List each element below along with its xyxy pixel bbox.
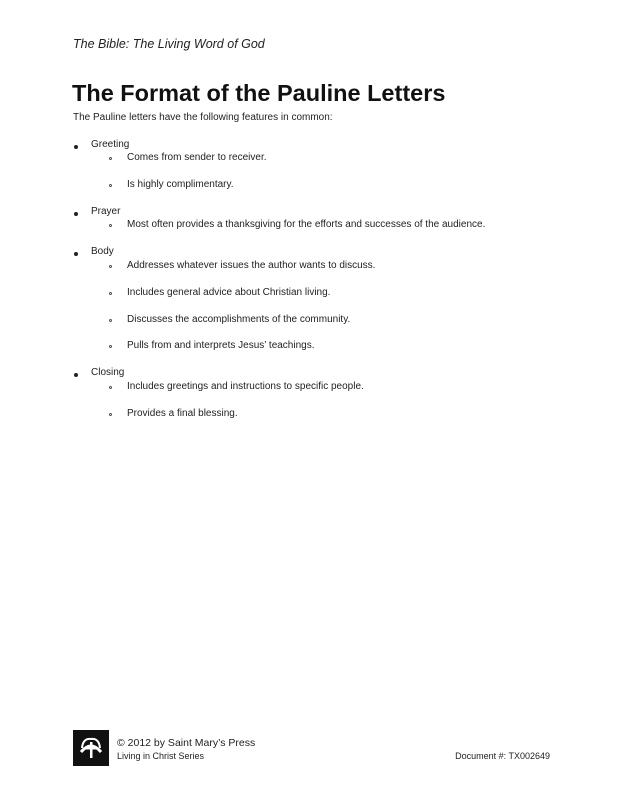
list-item: Pulls from and interprets Jesus’ teachings. xyxy=(127,340,315,351)
list-item: Provides a final blessing. xyxy=(127,408,238,419)
running-head: The Bible: The Living Word of God xyxy=(73,37,265,51)
bullet-icon xyxy=(74,373,78,377)
saint-marys-press-logo-icon xyxy=(73,730,109,766)
sub-bullet-icon xyxy=(109,224,112,227)
sub-bullet-icon xyxy=(109,386,112,389)
footer-series: Living in Christ Series xyxy=(117,751,205,761)
sub-bullet-icon xyxy=(109,157,112,160)
list-item: Discusses the accomplishments of the community. xyxy=(127,314,351,325)
sub-bullet-icon xyxy=(109,184,112,187)
footer-document-number: Document #: TX002649 xyxy=(455,751,550,761)
footer-copyright: © 2012 by Saint Mary’s Press xyxy=(117,737,256,749)
sub-bullet-icon xyxy=(109,319,112,322)
list-item: Includes general advice about Christian living. xyxy=(127,287,331,298)
section-heading-greeting: Greeting xyxy=(91,139,130,150)
list-item: Most often provides a thanksgiving for the efforts and successes of the audience. xyxy=(127,219,486,230)
list-item: Addresses whatever issues the author wants to discuss. xyxy=(127,260,376,271)
section-heading-closing: Closing xyxy=(91,367,125,378)
list-item: Is highly complimentary. xyxy=(127,179,234,190)
bullet-icon xyxy=(74,252,78,256)
sub-bullet-icon xyxy=(109,413,112,416)
bullet-icon xyxy=(74,212,78,216)
bullet-icon xyxy=(74,145,78,149)
sub-bullet-icon xyxy=(109,345,112,348)
sub-bullet-icon xyxy=(109,292,112,295)
section-heading-prayer: Prayer xyxy=(91,206,121,217)
intro-text: The Pauline letters have the following features in common: xyxy=(73,112,333,123)
list-item: Comes from sender to receiver. xyxy=(127,152,267,163)
sub-bullet-icon xyxy=(109,265,112,268)
page-title: The Format of the Pauline Letters xyxy=(72,80,446,106)
list-item: Includes greetings and instructions to specific people. xyxy=(127,381,364,392)
section-heading-body: Body xyxy=(91,246,114,257)
